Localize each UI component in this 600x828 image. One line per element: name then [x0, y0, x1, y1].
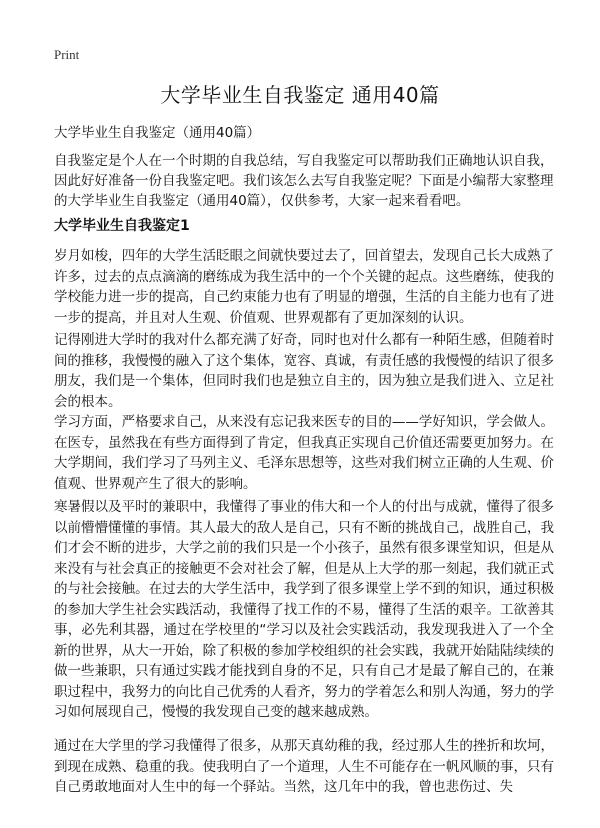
- document-subtitle: 大学毕业生自我鉴定（通用40篇）: [54, 125, 261, 141]
- print-label[interactable]: Print: [54, 47, 80, 62]
- body-paragraph: 学习方面，严格要求自己，从来没有忘记我来医专的目的——学好知识，学会做人。在医专，虽然我在有些方面得到了肯定，但我真正实现自己价值还需要更加努力。在大学期间，我们学习了马列主义、毛泽东思想等，这些对我们树立正确的人生观、价值观、世界观产生了很大的影响。: [54, 414, 554, 492]
- page-title: 大学毕业生自我鉴定 通用40篇: [160, 83, 440, 107]
- body-paragraph: 岁月如梭，四年的大学生活眨眼之间就快要过去了，回首望去，发现自己长大成熟了许多，过去的点点滴滴的磨练成为我生活中的一个个关键的起点。这些磨练，使我的学校能力进一步的提高，自己约束能力也有了明显的增强，生活的自主能力也有了进一步的提高，并且对人生观、价值观、世界观都有了更加深刻的认识。: [54, 248, 554, 326]
- intro-paragraph: 自我鉴定是个人在一个时期的自我总结，写自我鉴定可以帮助我们正确地认识自我，因此好好准备一份自我鉴定吧。我们该怎么去写自我鉴定呢？下面是小编帮大家整理的大学毕业生自我鉴定（通用40篇），仅供参考，大家一起来看看吧。: [54, 153, 554, 209]
- section-heading: 大学毕业生自我鉴定1: [54, 218, 190, 234]
- body-paragraph: 通过在大学里的学习我懂得了很多，从那天真幼稚的我，经过那人生的挫折和坎坷，到现在成熟、稳重的我。使我明白了一个道理，人生不可能存在一帆风顺的事，只有自己勇敢地面对人生中的每一个驿站。当然，这几年中的我，曾也悲伤过、失: [54, 738, 554, 795]
- body-paragraph: 记得刚进大学时的我对什么都充满了好奇，同时也对什么都有一种陌生感，但随着时间的推移，我慢慢的融入了这个集体，宽容、真诚，有责任感的我慢慢的结识了很多朋友，我们是一个集体，但同时我们也是独立自主的，因为独立是我们进入、立足社会的根本。: [54, 332, 554, 410]
- body-paragraph: 寒暑假以及平时的兼职中，我懂得了事业的伟大和一个人的付出与成就，懂得了很多以前懵懵懂懂的事情。其人最大的敌人是自己，只有不断的挑战自己，战胜自己，我们才会不断的进步，大学之前的我们只是一个小孩子，虽然有很多课堂知识，但是从来没有与社会真正的接触更不会对社会了解，但是从上大学的那一刻起，我们就正式的与社会接触。在过去的大学生活中，我学到了很多课堂上学不到的知识，通过积极的参加大学生社会实践活动，我懂得了找工作的不易，懂得了生活的艰辛。工欲善其事，必先利其器，通过在学校里的“学习以及社会实践活动，我发现我进入了一个全新的世界，从大一开始，除了积极的参加学校组织的社会实践，我就开始陆陆续续的做一些兼职，只有通过实践才能找到自身的不足，只有自己才是最了解自己的，在兼职过程中，我努力的向比自己优秀的人看齐，努力的学着怎么和别人沟通，努力的学习如何展现自己，慢慢的我发现自己变的越来越成熟。: [54, 499, 554, 720]
